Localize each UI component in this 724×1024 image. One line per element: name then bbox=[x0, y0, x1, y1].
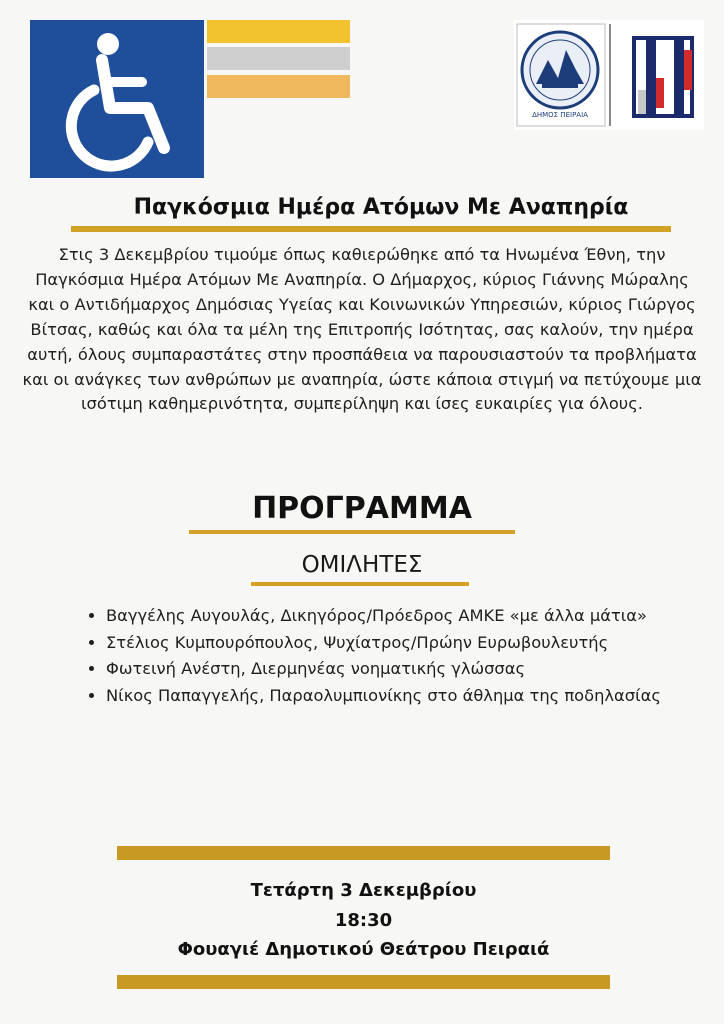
speaker-item: • Φωτεινή Ανέστη, Διερμηνέας νοηματικής γλώσσας bbox=[106, 656, 666, 683]
speakers-underline bbox=[251, 582, 469, 586]
divider-bar-bottom bbox=[117, 975, 610, 989]
page-title: Παγκόσμια Ημέρα Ατόμων Με Αναπηρία bbox=[133, 195, 629, 220]
program-underline bbox=[189, 530, 515, 534]
event-venue: Φουαγιέ Δημοτικού Θεάτρου Πειραιά bbox=[177, 939, 550, 960]
event-time: 18:30 bbox=[334, 909, 393, 931]
speaker-item: • Νίκος Παπαγγελής, Παραολυμπιονίκης στο άθλημα της ποδηλασίας bbox=[106, 683, 666, 710]
accessibility-logo bbox=[30, 20, 204, 178]
municipality-logo bbox=[514, 20, 704, 130]
speaker-item: • Στέλιος Κυμπουρόπουλος, Ψυχίατρος/Πρώην Ευρωβουλευτής bbox=[106, 630, 666, 657]
wheelchair-icon bbox=[30, 20, 204, 178]
speakers-list bbox=[84, 603, 666, 709]
seal-caption: ΔΗΜΟΣ ΠΕΙΡΑΙΑ bbox=[532, 111, 588, 119]
divider-bar-top bbox=[117, 846, 610, 860]
program-title: ΠΡΟΓΡΑΜΜΑ bbox=[252, 491, 472, 526]
heading-underline bbox=[71, 226, 671, 232]
speakers-title: ΟΜΙΛΗΤΕΣ bbox=[301, 552, 423, 578]
decorative-stripes bbox=[207, 20, 350, 98]
event-date: Τετάρτη 3 Δεκεμβρίου bbox=[250, 880, 477, 901]
intro-paragraph: Στις 3 Δεκεμβρίου τιμούμε όπως καθιερώθηκε από τα Ηνωμένα Έθνη, την Παγκόσμια Ημέρα Ατόμων Με Αναπηρία. Ο Δήμαρχος, κύριος Γιάννης Μώραλης και ο Αντιδήμαρχος Δημόσιας Υγείας και Κοινωνικών Υπηρεσιών, κύριος Γιώργος Βίτσας, καθώς και όλα τα μέλη της Επιτροπής Ισότητας, σας καλούν, την ημέρα αυτή, όλους συμπαραστάτες στην προσπάθεια να παρουσιαστούν τα προβλήματα και οι ανάγκες των ανθρώπων με αναπηρία, ώστε κάποια στιγμή να πετύχουμε μια ισότιμη καθημερινότητα, συμπερίληψη και ίσες ευκαιρίες για όλους. bbox=[22, 245, 702, 414]
speaker-item: • Βαγγέλης Αυγουλάς, Δικηγόρος/Πρόεδρος ΑΜΚΕ «με άλλα μάτια» bbox=[106, 603, 666, 630]
event-details bbox=[117, 876, 610, 965]
